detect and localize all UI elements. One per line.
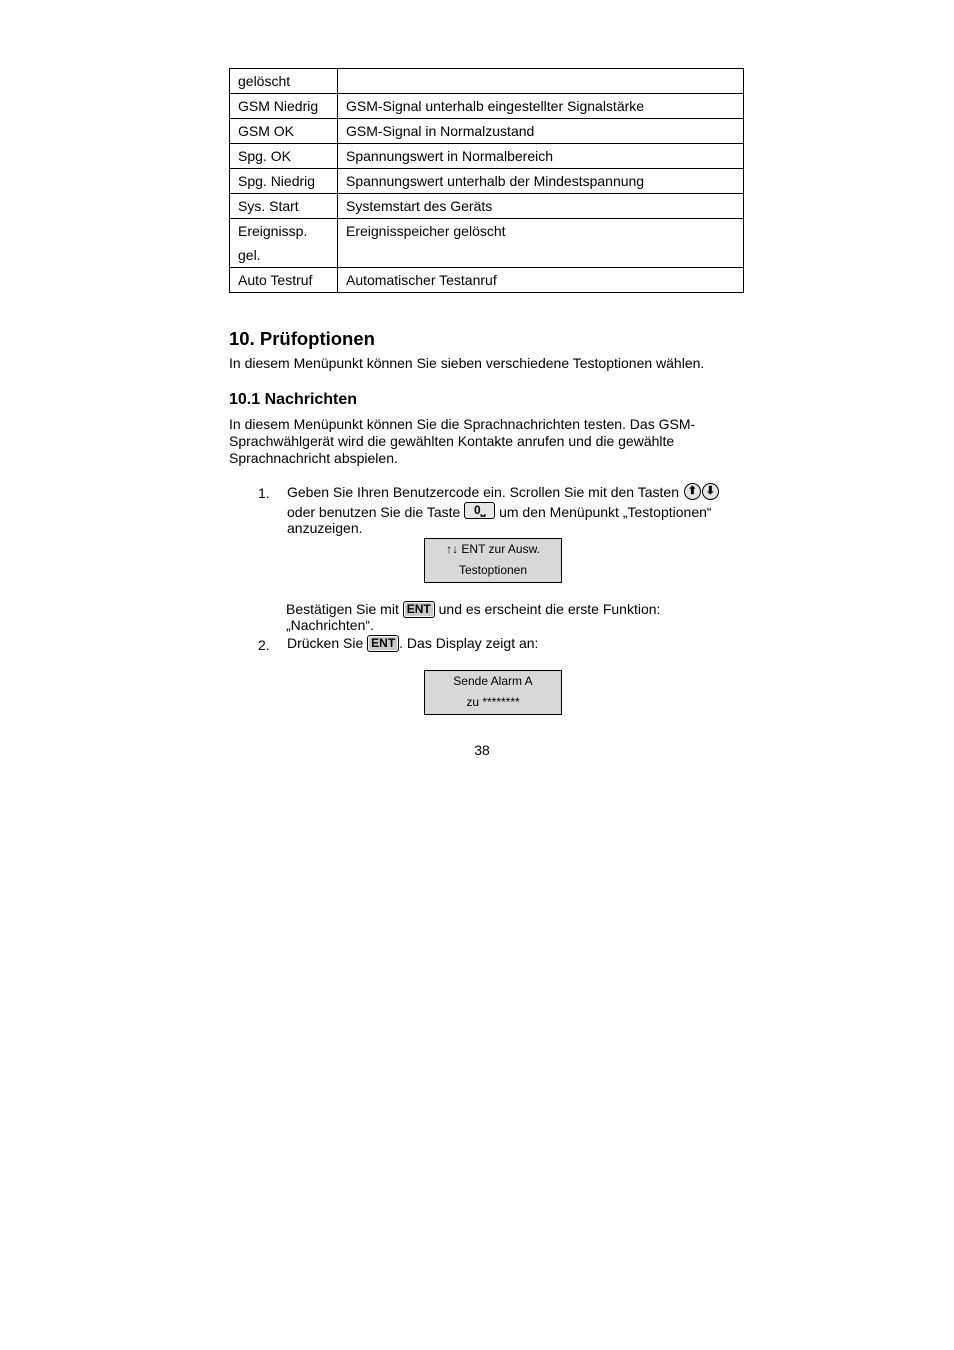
- event-cell: gelöscht: [230, 69, 338, 94]
- subsection-heading: 10.1 Nachrichten: [229, 391, 358, 408]
- table-row: [230, 268, 744, 293]
- step-1-line-1: Geben Sie Ihren Benutzercode ein. Scrollen Sie mit den Tasten: [287, 484, 679, 500]
- arrow-down-key-icon: ⬇: [702, 483, 719, 500]
- table-row: [230, 69, 744, 94]
- table-row: [230, 144, 744, 169]
- table-row: [230, 94, 744, 119]
- description-cell: [338, 69, 744, 94]
- subsection-text: [229, 416, 695, 467]
- event-cell: Spg. Niedrig: [230, 169, 338, 194]
- event-cell: Spg. OK: [230, 144, 338, 169]
- table-row: [230, 169, 744, 194]
- confirm-line-1a: Bestätigen Sie mit: [286, 601, 399, 617]
- text-line: Sprachnachricht abspielen.: [229, 450, 398, 466]
- table-row: [230, 194, 744, 219]
- step-number: 2.: [258, 637, 270, 653]
- ent-key-icon: ENT: [403, 601, 435, 618]
- event-cell: [230, 219, 338, 268]
- confirm-line-1b: und es erscheint die erste Funktion:: [438, 601, 661, 617]
- lcd-display: [424, 538, 562, 583]
- step-2-text-b: . Das Display zeigt an:: [399, 635, 539, 651]
- event-cell: Sys. Start: [230, 194, 338, 219]
- event-line: Ereignissp.: [238, 223, 308, 239]
- event-table: [229, 68, 744, 293]
- section-heading: 10. Prüfoptionen: [229, 328, 375, 349]
- ent-key-icon: ENT: [367, 635, 399, 652]
- page-number: 38: [474, 742, 490, 758]
- description-cell: GSM-Signal in Normalzustand: [338, 119, 744, 144]
- table-row: [230, 119, 744, 144]
- lcd-line-1: ↑↓ ENT zur Ausw.: [446, 542, 540, 556]
- description-cell: Automatischer Testanruf: [338, 268, 744, 293]
- section-intro: In diesem Menüpunkt können Sie sieben verschiedene Testoptionen wählen.: [229, 355, 705, 371]
- step-2-text-a: Drücken Sie: [287, 635, 364, 651]
- confirm-line-2: „Nachrichten“.: [286, 617, 374, 633]
- event-cell: Auto Testruf: [230, 268, 338, 293]
- arrow-up-key-icon: ⬆: [684, 483, 701, 500]
- lcd-line-2: Testoptionen: [458, 563, 528, 577]
- description-cell: Systemstart des Geräts: [338, 194, 744, 219]
- step-1-line-2b: um den Menüpunkt „Testoptionen“: [499, 504, 712, 520]
- zero-key-icon: 0⎵: [464, 502, 495, 519]
- description-cell: GSM-Signal unterhalb eingestellter Signalstärke: [338, 94, 744, 119]
- lcd-display: [424, 670, 562, 715]
- step-2-text: [287, 635, 538, 652]
- event-line: gel.: [238, 247, 261, 263]
- text-line: In diesem Menüpunkt können Sie die Sprachnachrichten testen. Das GSM-: [229, 416, 696, 432]
- description-cell: Ereignisspeicher gelöscht: [338, 219, 744, 268]
- event-cell: GSM OK: [230, 119, 338, 144]
- description-cell: Spannungswert unterhalb der Mindestspannung: [338, 169, 744, 194]
- step-1-line-2a: oder benutzen Sie die Taste: [287, 504, 461, 520]
- confirm-text: [286, 601, 746, 633]
- step-1-text: [287, 483, 747, 534]
- event-cell: GSM Niedrig: [230, 94, 338, 119]
- text-line: Sprachwählgerät wird die gewählten Kontakte anrufen und die gewählte: [229, 433, 675, 449]
- lcd-line-2: zu ********: [466, 695, 520, 709]
- description-cell: Spannungswert in Normalbereich: [338, 144, 744, 169]
- step-number: 1.: [258, 485, 270, 501]
- table-row: [230, 219, 744, 268]
- step-1-line-3: anzuzeigen.: [287, 520, 363, 536]
- lcd-line-1: Sende Alarm A: [453, 674, 533, 688]
